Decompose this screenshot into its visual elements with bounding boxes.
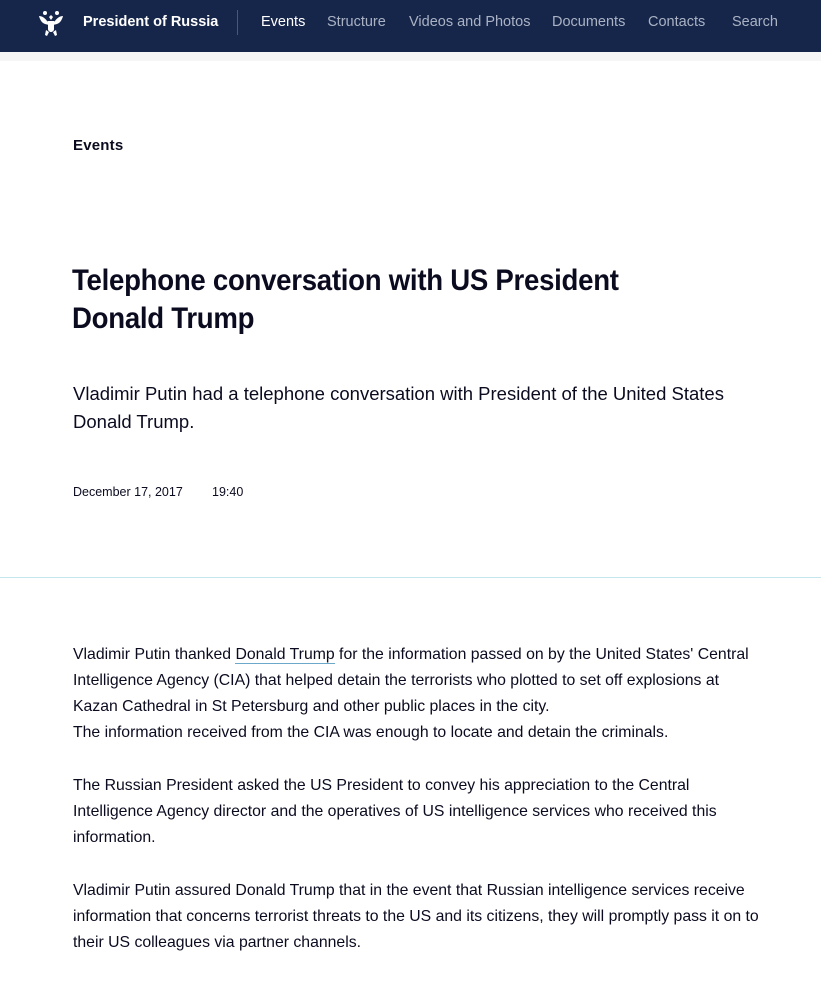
- content-divider: [0, 577, 821, 578]
- nav-videos-and-photos[interactable]: Videos and Photos: [409, 14, 531, 30]
- paragraph-1-text-end: for the information passed on by the United States' Central Intelligence Agency (CIA) that helped detain the terrorists who plotted to set off explosions at Kazan Cathedral in St Petersburg and other public places in the city.: [73, 646, 749, 715]
- nav-documents[interactable]: Documents: [552, 14, 626, 30]
- nav-search[interactable]: Search: [732, 14, 778, 30]
- article-title: Telephone conversation with US President Donald Trump: [72, 264, 619, 335]
- site-title[interactable]: President of Russia: [83, 14, 219, 30]
- header-shadow-strip: [0, 52, 821, 61]
- paragraph-1: [73, 642, 763, 746]
- paragraph-3: Vladimir Putin assured Donald Trump that in the event that Russian intelligence services receive information that concerns terrorist threats to the US and its citizens, they will promptly pass it on to their US colleagues via partner channels.: [73, 882, 759, 951]
- article-lead: Vladimir Putin had a telephone conversation with President of the United States Donald Trump.: [73, 383, 724, 432]
- article-body: [73, 642, 763, 983]
- article-date: December 17, 2017: [73, 485, 183, 499]
- top-navigation-bar: [0, 0, 821, 52]
- section-link-events[interactable]: Events: [73, 137, 124, 154]
- paragraph-1-line-2: The information received from the CIA was enough to locate and detain the criminals.: [73, 724, 669, 741]
- article-time: 19:40: [212, 485, 244, 499]
- paragraph-2: The Russian President asked the US President to convey his appreciation to the Central Intelligence Agency director and the operatives of US intelligence services who received this information.: [73, 777, 717, 846]
- nav-contacts[interactable]: Contacts: [648, 14, 706, 30]
- nav-structure[interactable]: Structure: [327, 14, 386, 30]
- nav-events[interactable]: Events: [261, 14, 306, 30]
- header-divider: [237, 10, 238, 35]
- double-headed-eagle-icon[interactable]: [36, 8, 66, 38]
- donald-trump-link[interactable]: Donald Trump: [235, 646, 335, 663]
- paragraph-1-text-start: Vladimir Putin thanked: [73, 646, 236, 663]
